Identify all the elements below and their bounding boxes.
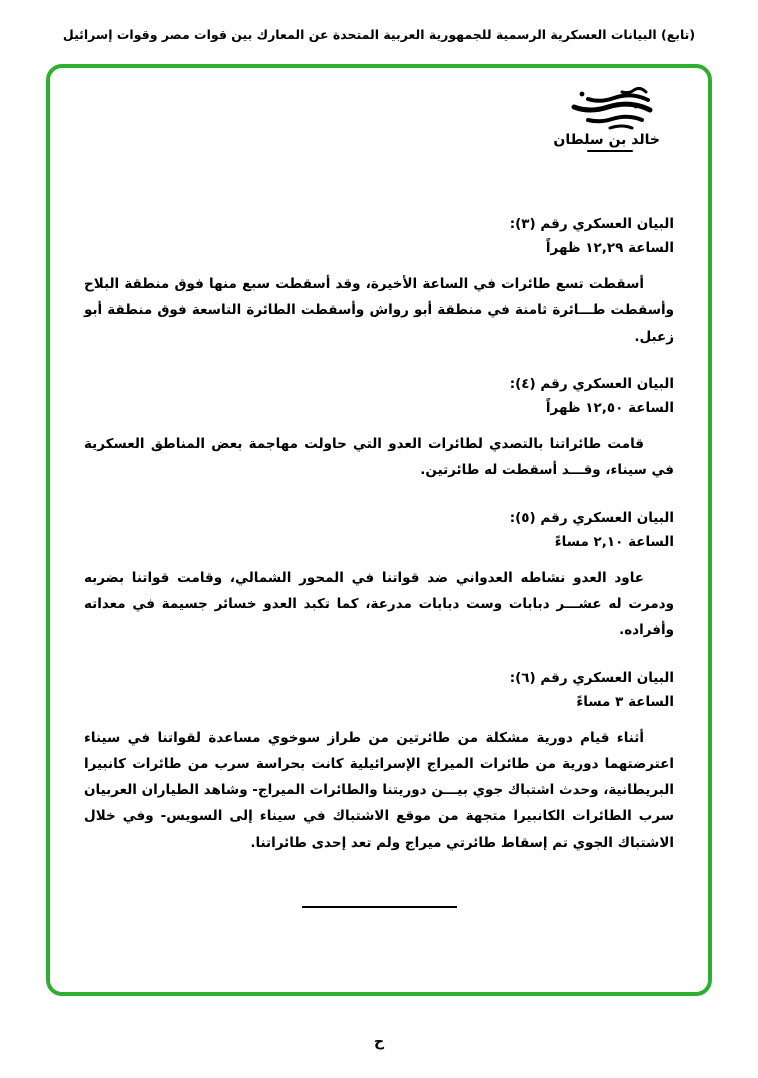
page-title: (تابع) البيانات العسكرية الرسمية للجمهورية العربية المتحدة عن المعارك بين قوات مصر وقوات إسرائيل: [62, 27, 696, 42]
communique-time: الساعة ٣ مساءً: [576, 693, 674, 710]
communiques-list: [84, 216, 674, 908]
communique-heading: البيان العسكري رقم (٣):: [509, 216, 674, 232]
communique-time: الساعة ١٢,٥٠ ظهراً: [545, 399, 674, 416]
seal-name: خالد بن سلطان: [553, 132, 660, 148]
communique-heading: البيان العسكري رقم (٤):: [509, 375, 674, 392]
communique-body: أثناء قيام دورية مشكلة من طائرتين من طراز سوخوي مساعدة لقواتنا في سيناء اعترضتهما دورية من طائرات الميراج الإسرائيلية كانت بحراسة سرب من طائرات كانبيرا البريطانية، وحدث اشتباك جوي بيـــن دوريتنا والطائرات الميراج- وشاهد الطياران العربيان سرب الطائرات الكانبيرا متجهة من موقع الاشتباك في سيناء إلى السويس- وفي خلال الاشتباك الجوي تم إسقاط طائرتي ميراج ولم تعد إحدى طائراتنا.: [84, 729, 674, 851]
end-separator-line: [302, 906, 457, 908]
communique-body: قامت طائراتنا بالتصدي لطائرات العدو التي حاولت مهاجمة بعض المناطق العسكرية في سيناء، وقـــد أسقطت له طائرتين.: [84, 435, 674, 479]
communique-5: [84, 510, 674, 644]
official-seal: [553, 84, 660, 152]
communique-time: الساعة ٢,١٠ مساءً: [554, 533, 674, 550]
communique-6: [84, 670, 674, 857]
calligraphy-seal-icon: [562, 84, 658, 136]
seal-underline: [587, 150, 633, 152]
page-footer-mark: ح: [373, 1034, 385, 1050]
communique-body: عاود العدو نشاطه العدواني ضد قواتنا في المحور الشمالي، وقامت قواتنا بضربه ودمرت له عشـــر دبابات وست دبابات مدرعة، كما تكبد العدو خسائر جسيمة في معداته وأفراده.: [84, 569, 674, 639]
green-border-frame: [46, 64, 712, 996]
communique-body: أسقطت تسع طائرات في الساعة الأخيرة، وقد أسقطت سبع منها فوق منطقة البلاح وأسقطت طـــائرة ثامنة في منطقة أبو رواش وأسقطت الطائرة التاسعة فوق منطقة أبو زعبل.: [84, 276, 674, 345]
communique-4: [84, 376, 674, 484]
communique-time: الساعة ١٢,٢٩ ظهراً: [545, 240, 674, 256]
communique-heading: البيان العسكري رقم (٦):: [509, 669, 674, 686]
communique-heading: البيان العسكري رقم (٥):: [509, 509, 674, 526]
communique-3: [84, 216, 674, 350]
